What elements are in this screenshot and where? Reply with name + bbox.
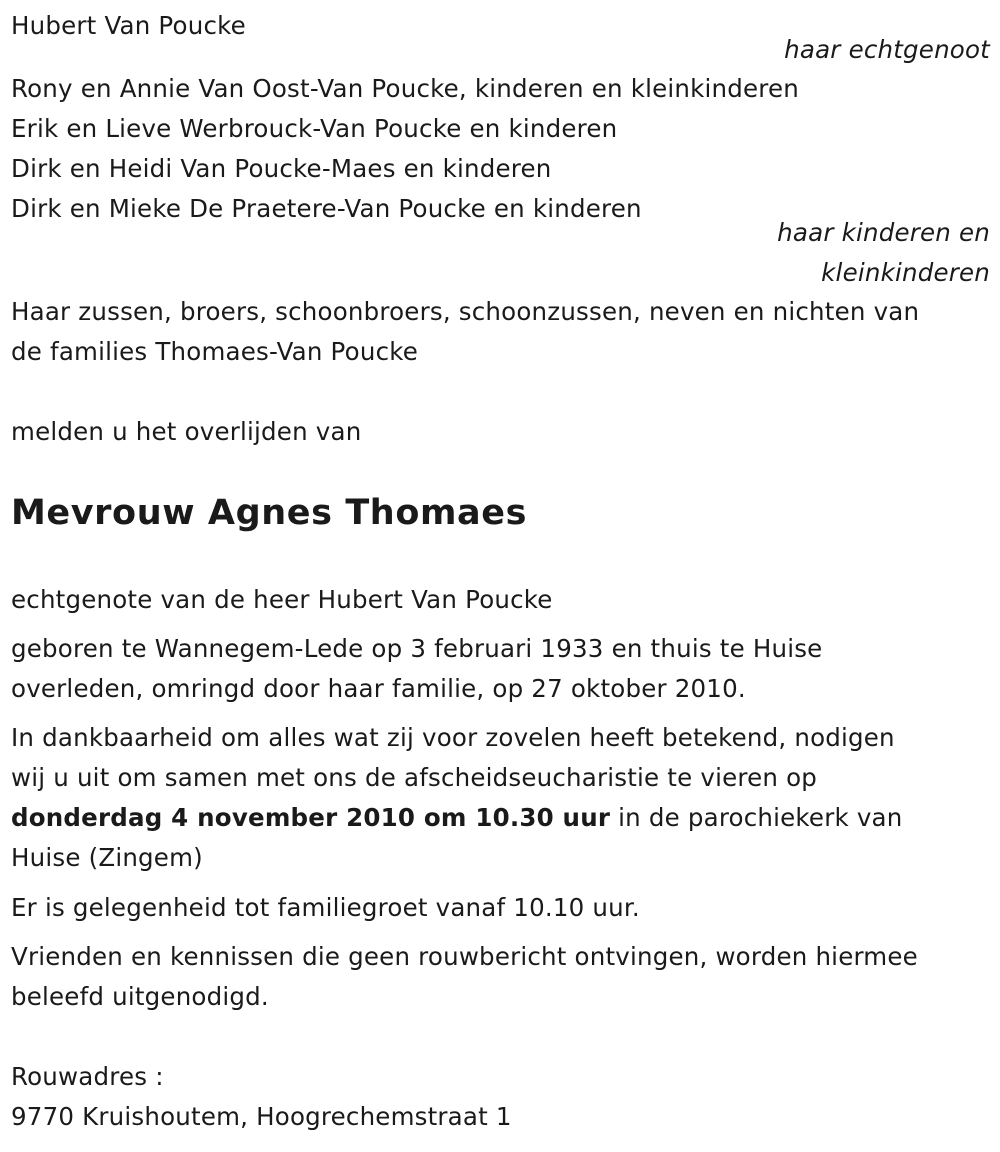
service-line-1: In dankbaarheid om alles wat zij voor zovelen heeft betekend, nodigen [11, 723, 895, 752]
birth-line: geboren te Wannegem-Lede op 3 februari 1933 en thuis te Huise [11, 634, 823, 663]
child-family-1: Rony en Annie Van Oost-Van Poucke, kinderen en kleinkinderen [11, 74, 800, 103]
children-role-line-2: kleinkinderen [821, 258, 990, 287]
invite-line-2: beleefd uitgenodigd. [11, 982, 269, 1011]
children-role-line-1: haar kinderen en [777, 218, 990, 247]
child-family-2: Erik en Lieve Werbrouck-Van Poucke en kinderen [11, 114, 618, 143]
death-line: overleden, omringd door haar familie, op 27 oktober 2010. [11, 674, 746, 703]
service-line-2: wij u uit om samen met ons de afscheidseucharistie te vieren op [11, 763, 818, 792]
address-label: Rouwadres : [11, 1062, 164, 1091]
announcement-text: melden u het overlijden van [11, 417, 362, 446]
husband-role: haar echtgenoot [784, 35, 990, 64]
deceased-name: Mevrouw Agnes Thomaes [11, 493, 528, 533]
family-greeting: Er is gelegenheid tot familiegroet vanaf 10.10 uur. [11, 893, 640, 922]
spouse-line: echtgenote van de heer Hubert Van Poucke [11, 585, 553, 614]
relatives-line-1: Haar zussen, broers, schoonbroers, schoonzussen, neven en nichten van [11, 297, 920, 326]
service-line-3 [11, 803, 903, 833]
invite-line-1: Vrienden en kennissen die geen rouwbericht ontvingen, worden hiermee [11, 942, 918, 971]
service-datetime: donderdag 4 november 2010 om 10.30 uur [11, 803, 611, 832]
child-family-4: Dirk en Mieke De Praetere-Van Poucke en kinderen [11, 194, 642, 223]
husband-name: Hubert Van Poucke [11, 11, 246, 40]
address-value: 9770 Kruishoutem, Hoogrechemstraat 1 [11, 1102, 512, 1131]
service-location: in de parochiekerk van [610, 803, 903, 832]
relatives-line-2: de families Thomaes-Van Poucke [11, 337, 419, 366]
service-location-line-2: Huise (Zingem) [11, 843, 203, 872]
child-family-3: Dirk en Heidi Van Poucke-Maes en kinderen [11, 154, 552, 183]
